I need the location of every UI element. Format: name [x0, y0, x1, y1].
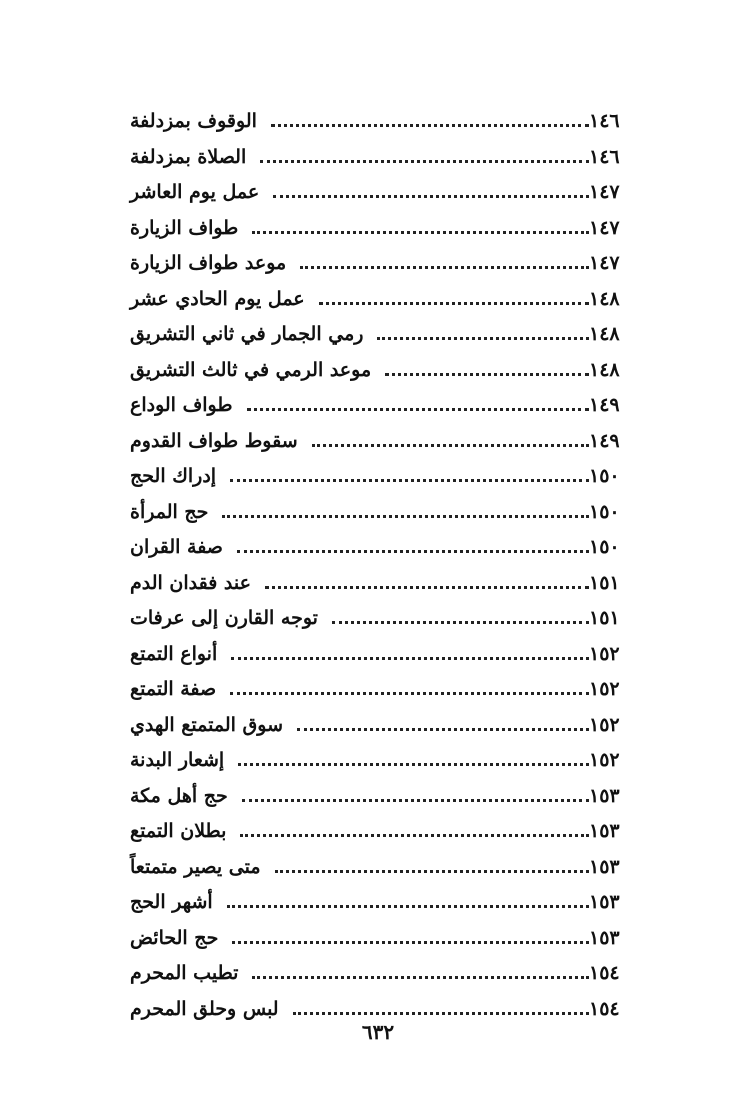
toc-entry [120, 708, 625, 744]
toc-entry-title: إشعار البدنة [130, 749, 225, 772]
dot-leader [332, 621, 589, 624]
toc-entry [120, 601, 625, 637]
toc-entry-title: عمل يوم العاشر [130, 181, 260, 204]
toc-entry-title: توجه القارن إلى عرفات [130, 607, 318, 630]
toc-entry-page: ١٥٣ [589, 926, 620, 949]
toc-entry-title: طواف الوداع [130, 394, 233, 417]
toc-entry [120, 388, 625, 424]
toc-entry-page: ١٥١ [589, 607, 620, 630]
toc-entry-title: عند فقدان الدم [130, 571, 251, 594]
dot-leader [265, 586, 589, 589]
toc-entry-page: ١٥٢ [589, 642, 620, 665]
toc-entry [120, 211, 625, 247]
dot-leader [273, 195, 589, 198]
toc-entry [120, 743, 625, 779]
toc-entry [120, 175, 625, 211]
dot-leader [275, 870, 589, 873]
dot-leader [227, 905, 589, 908]
dot-leader [240, 834, 589, 837]
toc-entry [120, 637, 625, 673]
toc-entry-title: عمل يوم الحادي عشر [130, 287, 305, 310]
dot-leader [385, 373, 589, 376]
toc-entry-title: لبس وحلق المحرم [130, 997, 279, 1020]
toc-entry-page: ١٤٨ [589, 323, 620, 346]
toc-entry-title: سوق المتمتع الهدي [130, 713, 283, 736]
toc-entry-page: ١٤٧ [589, 216, 620, 239]
toc-entry-title: تطيب المحرم [130, 962, 239, 985]
toc-entry-title: حج الحائض [130, 926, 219, 949]
toc-entry-title: حج المرأة [130, 500, 209, 523]
dot-leader [242, 799, 589, 802]
toc-entry-page: ١٥٠ [589, 500, 620, 523]
toc-entry-page: ١٥٠ [589, 536, 620, 559]
dot-leader [260, 160, 589, 163]
toc-entry-page: ١٥٣ [589, 784, 620, 807]
dot-leader [238, 763, 589, 766]
toc-entry-page: ١٥٢ [589, 749, 620, 772]
page-number: ٦٣٢ [361, 1020, 395, 1044]
dot-leader [252, 976, 589, 979]
toc-entry-page: ١٤٨ [589, 358, 620, 381]
toc-entry-page: ١٥٤ [589, 997, 620, 1020]
toc-entry-title: بطلان التمتع [130, 820, 227, 843]
toc-entry-page: ١٤٨ [589, 287, 620, 310]
toc-entry [120, 353, 625, 389]
toc-entry-title: أشهر الحج [130, 891, 213, 914]
toc-entry-title: أنواع التمتع [130, 642, 218, 665]
dot-leader [319, 302, 589, 305]
toc-entry-page: ١٥٣ [589, 891, 620, 914]
dot-leader [232, 941, 589, 944]
toc-entry-title: سقوط طواف القدوم [130, 429, 298, 452]
toc-entry [120, 672, 625, 708]
toc-entry-page: ١٤٩ [589, 429, 620, 452]
toc-entry [120, 814, 625, 850]
dot-leader [312, 444, 589, 447]
dot-leader [300, 266, 589, 269]
dot-leader [230, 479, 589, 482]
toc-entry [120, 885, 625, 921]
toc-entry-title: متى يصير متمتعاً [130, 855, 261, 878]
toc-entry-page: ١٥٠ [589, 465, 620, 488]
toc-entry-page: ١٥٤ [589, 962, 620, 985]
dot-leader [293, 1012, 589, 1015]
toc-entry [120, 140, 625, 176]
toc-entry [120, 850, 625, 886]
toc-entry-title: طواف الزيارة [130, 216, 239, 239]
toc-entry [120, 566, 625, 602]
toc-entry [120, 495, 625, 531]
toc-entry-page: ١٤٦ [589, 145, 620, 168]
toc-entry-title: إدراك الحج [130, 465, 217, 488]
toc-entry [120, 424, 625, 460]
dot-leader [237, 550, 589, 553]
dot-leader [377, 337, 589, 340]
toc-entry-page: ١٥٣ [589, 820, 620, 843]
toc-entry-page: ١٤٧ [589, 252, 620, 275]
toc-entry-title: صفة التمتع [130, 678, 217, 701]
toc-entry [120, 282, 625, 318]
dot-leader [231, 657, 589, 660]
dot-leader [271, 124, 589, 127]
dot-leader [252, 231, 589, 234]
toc-entry-page: ١٥٢ [589, 678, 620, 701]
dot-leader [297, 728, 589, 731]
toc-entry [120, 459, 625, 495]
dot-leader [247, 408, 590, 411]
dot-leader [230, 692, 589, 695]
toc-entry-title: موعد الرمي في ثالث التشريق [130, 358, 372, 381]
toc-entry [120, 104, 625, 140]
toc-entry [120, 246, 625, 282]
toc-entry-title: حج أهل مكة [130, 784, 228, 807]
toc-entry [120, 956, 625, 992]
toc-entry-title: الصلاة بمزدلفة [130, 145, 247, 168]
toc-entry-title: رمي الجمار في ثاني التشريق [130, 323, 364, 346]
toc-entry-title: الوقوف بمزدلفة [130, 110, 257, 133]
toc-entry [120, 921, 625, 957]
toc-entry-page: ١٤٩ [589, 394, 620, 417]
toc-entry-title: صفة القران [130, 536, 223, 559]
toc-entry-page: ١٥٢ [589, 713, 620, 736]
toc-entry-page: ١٤٧ [589, 181, 620, 204]
dot-leader [222, 515, 589, 518]
toc-entry [120, 779, 625, 815]
toc-entry [120, 530, 625, 566]
table-of-contents [120, 104, 625, 1027]
toc-entry-page: ١٥٣ [589, 855, 620, 878]
toc-entry-page: ١٤٦ [589, 110, 620, 133]
toc-entry [120, 317, 625, 353]
toc-entry-page: ١٥١ [589, 571, 620, 594]
toc-entry-title: موعد طواف الزيارة [130, 252, 287, 275]
